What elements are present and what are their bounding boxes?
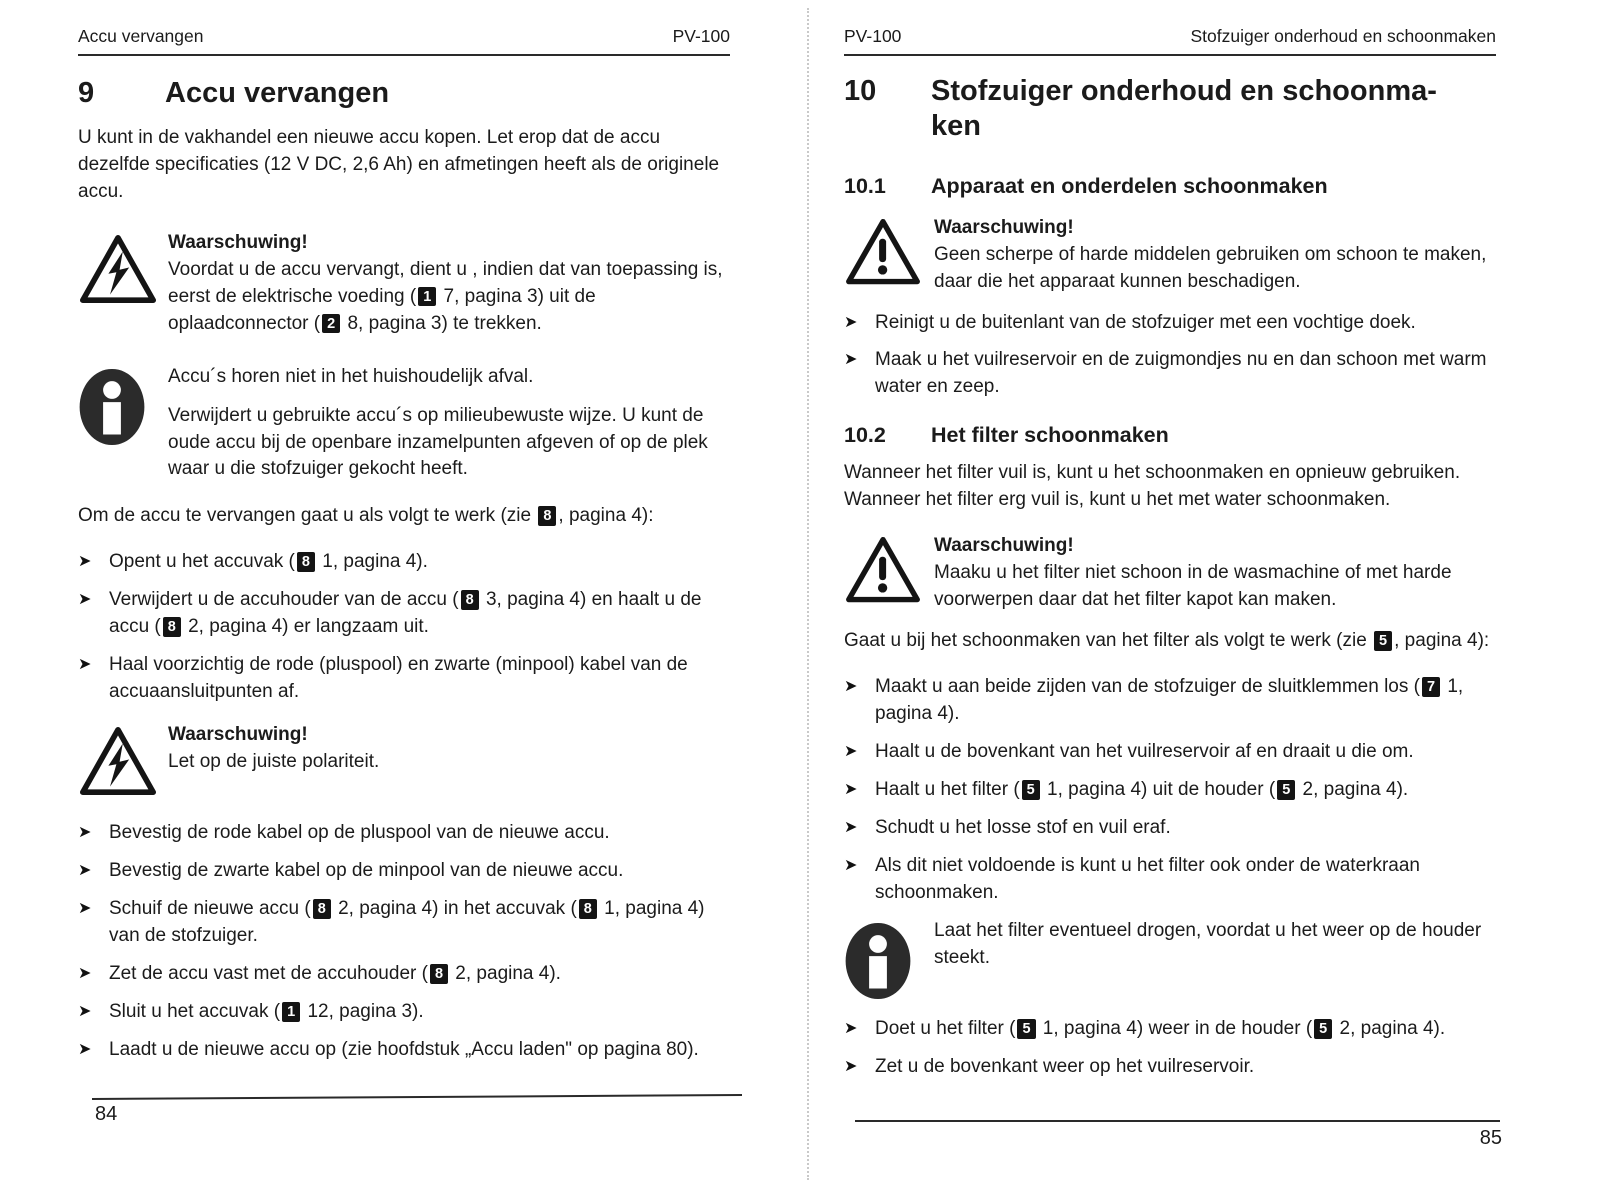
step-text: Schudt u het losse stof en vuil eraf. [875,817,1171,839]
list-item [78,820,730,847]
section-10-1-heading [844,174,1496,199]
left-footer-rule [92,1094,742,1100]
figure-ref-badge: 5 [1017,1019,1035,1039]
lead-paragraph: Om de accu te vervangen gaat u als volgt te werk (zie 8 , pagina 4): [78,505,654,527]
step-text: Haalt u het filter ( 5 1, pagina 4) uit de houder ( 5 2, pagina 4). [875,779,1409,801]
figure-ref-badge: 5 [1277,780,1295,800]
list-item [78,652,730,706]
right-page [844,0,1496,1092]
figure-ref-badge: 8 [297,552,315,572]
bullet-arrow-icon: ➤ [78,824,92,842]
bullet-arrow-icon: ➤ [844,313,858,331]
list-item [844,310,1496,337]
bullet-arrow-icon: ➤ [844,819,858,837]
list-item [78,896,730,950]
figure-ref-badge: 8 [313,899,331,919]
warning-title: Waarschuwing! [934,535,1074,557]
info-icon [78,364,168,484]
filter-paragraph: Wanneer het filter vuil is, kunt u het schoonmaken en opnieuw gebruiken. Wanneer het filter erg vuil is, kunt u het met water schoonmaken. [844,462,1461,511]
section-title [931,74,1437,144]
bullet-arrow-icon: ➤ [78,553,92,571]
step-text: Maak u het vuilreservoir en de zuigmondjes nu en dan schoon met warm water en zeep. [875,349,1487,398]
section-number: 10 [844,75,877,107]
step-text: Zet u de bovenkant weer op het vuilreservoir. [875,1055,1255,1077]
list-item [78,999,730,1026]
bullet-arrow-icon: ➤ [844,1057,858,1075]
section-title-line1: Stofzuiger onderhoud en schoonma- [931,75,1437,107]
left-page-header [78,26,730,56]
step-text: Verwijdert u de accuhouder van de accu ( 8 3, pagina 4) en haalt u de accu ( 8 2, pagina 4) er langzaam uit. [109,589,702,638]
step-text: Haal voorzichtig de rode (pluspool) en zwarte (minpool) kabel van de accuaansluitpunten af. [109,654,688,703]
warning-title: Waarschuwing! [168,724,308,746]
right-page-header [844,26,1496,56]
step-text: Haalt u de bovenkant van het vuilreservoir af en draait u die om. [875,741,1414,763]
figure-ref-badge: 8 [538,506,556,526]
bullet-arrow-icon: ➤ [78,965,92,983]
bullet-arrow-icon: ➤ [78,900,92,918]
info-text-2: Verwijdert u gebruikte accu´s op milieubewuste wijze. U kunt de oude accu bij de openbare inzamelpunten afgeven of op de plek waar u die stofzuiger gekocht heeft. [168,404,708,480]
bullet-arrow-icon: ➤ [78,591,92,609]
warning-lightning-icon [78,230,168,338]
list-item [844,1016,1496,1043]
step-text: Opent u het accuvak ( 8 1, pagina 4). [109,551,428,573]
step-list-1 [78,549,730,706]
bullet-arrow-icon: ➤ [78,656,92,674]
warning-text: Maaku u het filter niet schoon in de wasmachine of met harde voorwerpen daar dat het filter kapot kan maken. [934,562,1452,611]
section-title: Accu vervangen [165,77,390,109]
section-9-heading [78,76,730,111]
subsection-title: Apparaat en onderdelen schoonmaken [931,173,1328,198]
list-item [844,853,1496,907]
page-number-left: 84 [95,1103,118,1125]
page-number-right: 85 [1479,1127,1502,1149]
section-number: 9 [78,77,95,109]
step-text: Schuif de nieuwe accu ( 8 2, pagina 4) in het accuvak ( 8 1, pagina 4) van de stofzuiger. [109,898,705,947]
warning-exclamation-icon [844,215,934,296]
figure-ref-badge: 1 [418,287,436,307]
list-item [78,587,730,641]
lead-paragraph: Gaat u bij het schoonmaken van het filter als volgt te werk (zie 5 , pagina 4): [844,630,1490,652]
info-block [844,918,1496,1002]
intro-paragraph: U kunt in de vakhandel een nieuwe accu kopen. Let erop dat de accu dezelfde specificaties (12 V DC, 2,6 Ah) en afmetingen heeft als de originele accu. [78,126,720,202]
bullet-arrow-icon: ➤ [844,857,858,875]
list-item [844,739,1496,766]
figure-ref-badge: 8 [579,899,597,919]
list-item [844,347,1496,401]
warning-block [844,533,1496,614]
figure-ref-badge: 1 [282,1002,300,1022]
step-text: Bevestig de rode kabel op de pluspool van de nieuwe accu. [109,822,610,844]
figure-ref-badge: 7 [1422,677,1440,697]
left-page [78,0,730,1075]
figure-ref-badge: 5 [1022,780,1040,800]
step-text: Maakt u aan beide zijden van de stofzuiger de sluitklemmen los ( 7 1, pagina 4). [875,676,1464,725]
warning-block [78,230,730,338]
model-label: PV-100 [844,26,902,46]
bullet-arrow-icon: ➤ [78,862,92,880]
step-list-2 [844,674,1496,907]
warning-block [78,722,730,798]
bullet-arrow-icon: ➤ [844,781,858,799]
warning-title: Waarschuwing! [168,231,308,253]
step-text: Laadt u de nieuwe accu op (zie hoofdstuk „Accu laden" op pagina 80). [109,1039,699,1061]
list-item [844,777,1496,804]
info-text-1: Laat het filter eventueel drogen, voordat u het weer op de houder steekt. [934,920,1482,968]
info-block [78,364,730,484]
figure-ref-badge: 8 [461,590,479,610]
list-item [844,815,1496,842]
list-item [78,1037,730,1064]
bullet-arrow-icon: ➤ [844,743,858,761]
list-item [78,549,730,576]
step-text: Bevestig de zwarte kabel op de minpool van de nieuwe accu. [109,860,624,882]
warning-text: Voordat u de accu vervangt, dient u , indien dat van toepassing is, eerst de elektrische voeding ( 1 7, pagina 3) uit de oplaadconnector ( 2 8, pagina 3) te trekken. [168,258,723,334]
warning-title: Waarschuwing! [934,216,1074,238]
step-text: Als dit niet voldoende is kunt u het filter ook onder de waterkraan schoonmaken. [875,855,1420,904]
info-text-1: Accu´s horen niet in het huishoudelijk afval. [168,365,534,387]
list-item [844,674,1496,728]
step-text: Zet de accu vast met de accuhouder ( 8 2, pagina 4). [109,963,561,985]
warning-exclamation-icon [844,533,934,614]
bullet-arrow-icon: ➤ [78,1003,92,1021]
bullet-arrow-icon: ➤ [78,1041,92,1059]
list-item [844,1054,1496,1081]
step-list-1 [844,310,1496,402]
bullet-arrow-icon: ➤ [844,1020,858,1037]
step-list-3 [844,1016,1496,1081]
running-title-left: Accu vervangen [78,26,204,46]
bullet-arrow-icon: ➤ [844,351,858,369]
subsection-number: 10.2 [844,423,886,448]
model-label: PV-100 [672,26,730,46]
step-list-2 [78,820,730,1064]
right-footer-rule [855,1120,1500,1122]
page-gutter-divider [807,8,809,1180]
warning-lightning-icon [78,722,168,798]
list-item [78,858,730,885]
info-icon [844,918,934,1002]
figure-ref-badge: 2 [322,314,340,334]
figure-ref-badge: 8 [430,964,448,984]
section-title-line2: ken [931,109,981,142]
list-item [78,961,730,988]
warning-text: Let op de juiste polariteit. [168,751,380,773]
subsection-number: 10.1 [844,173,886,198]
warning-block [844,215,1496,296]
running-title-right: Stofzuiger onderhoud en schoonmaken [1190,26,1496,46]
step-text: Sluit u het accuvak ( 1 12, pagina 3). [109,1001,424,1023]
bullet-arrow-icon: ➤ [844,678,858,696]
figure-ref-badge: 5 [1314,1019,1332,1039]
subsection-title: Het filter schoonmaken [931,423,1169,448]
step-text: Doet u het filter ( 5 1, pagina 4) weer in de houder ( 5 2, pagina 4). [875,1018,1446,1039]
step-text: Reinigt u de buitenlant van de stofzuiger met een vochtige doek. [875,311,1416,333]
figure-ref-badge: 5 [1374,631,1392,651]
section-10-heading [844,74,1496,144]
figure-ref-badge: 8 [163,617,181,637]
warning-text: Geen scherpe of harde middelen gebruiken om schoon te maken, daar die het apparaat kunnen beschadigen. [934,243,1487,292]
section-10-2-heading [844,423,1496,448]
